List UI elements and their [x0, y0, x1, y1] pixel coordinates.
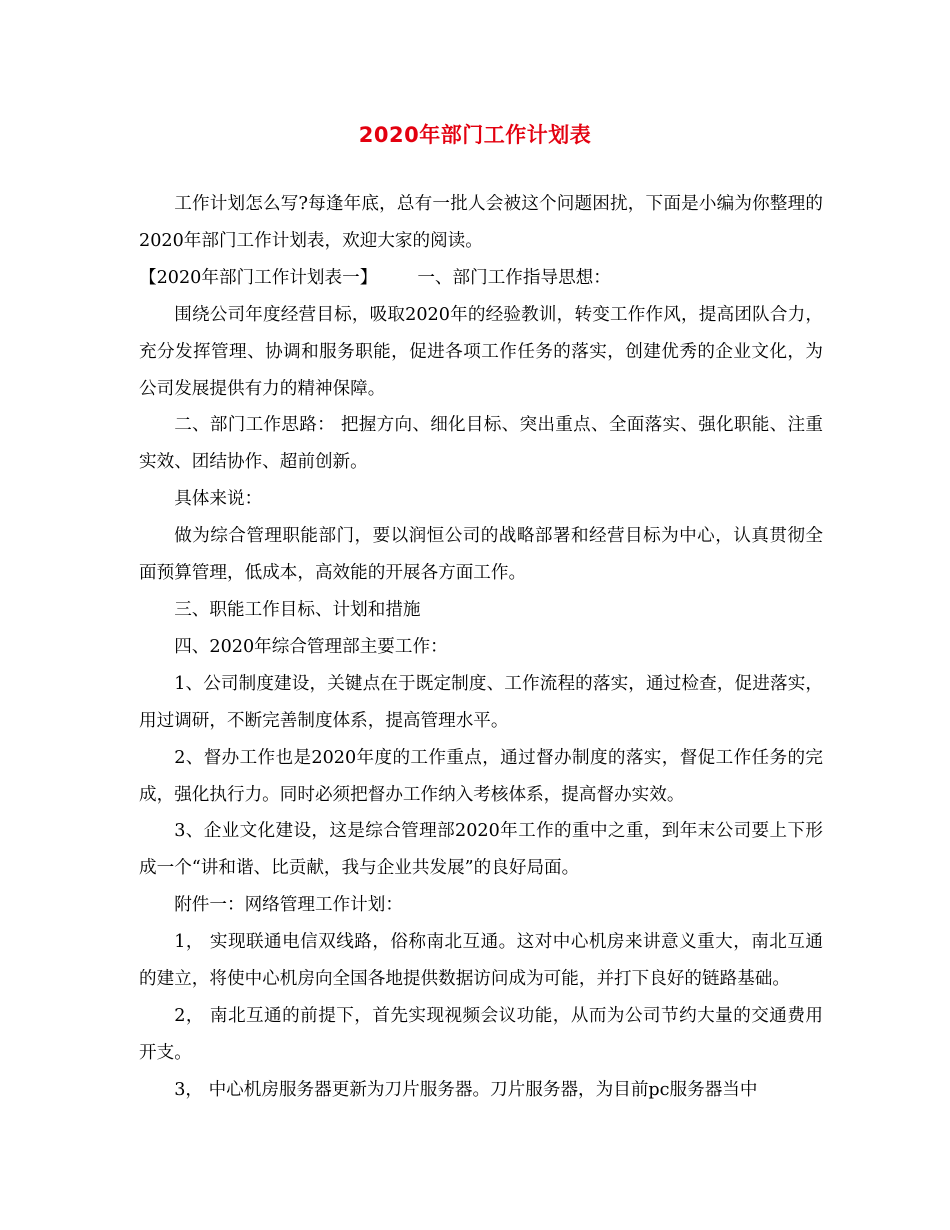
- main-work-heading: 四、2020年综合管理部主要工作：: [174, 636, 448, 657]
- appendix-item: 1， 实现联通电信双线路，俗称南北互通。这对中心机房来讲意义重大，南北互通的建立，将使中心机房向全国各地提供数据访问成为可能，并打下良好的链路基础。: [139, 932, 823, 990]
- work-item: 3、企业文化建设，这是综合管理部2020年工作的重中之重，到年末公司要上下形成一个“讲和谐、比贡献，我与企业共发展”的良好局面。: [139, 821, 823, 879]
- section-heading: 【2020年部门工作计划表一】: [139, 267, 378, 288]
- appendix-heading: 附件一：网络管理工作计划：: [174, 895, 403, 916]
- appendix-item: 3， 中心机房服务器更新为刀片服务器。刀片服务器，为目前pc服务器当中: [174, 1079, 758, 1100]
- intro-paragraph: 工作计划怎么写?每逢年底，总有一批人会被这个问题困扰，下面是小编为你整理的2020年部门工作计划表，欢迎大家的阅读。: [139, 194, 823, 251]
- appendix-item: 2， 南北互通的前提下，首先实现视频会议功能，从而为公司节约大量的交通费用开支。: [139, 1005, 823, 1063]
- work-item: 2、督办工作也是2020年度的工作重点，通过督办制度的落实，督促工作任务的完成，强化执行力。同时必须把督办工作纳入考核体系，提高督办实效。: [139, 747, 823, 805]
- guiding-paragraph: 围绕公司年度经营目标，吸取2020年的经验教训，转变工作作风，提高团队合力，充分发挥管理、协调和服务职能，促进各项工作任务的落实，创建优秀的企业文化，为公司发展提供有力的精神保障。: [139, 304, 823, 399]
- document-body: [139, 186, 823, 1109]
- specifics-label: 具体来说：: [174, 489, 263, 510]
- goals-heading: 三、职能工作目标、计划和措施: [174, 599, 421, 620]
- approach-paragraph: 二、部门工作思路： 把握方向、细化目标、突出重点、全面落实、强化职能、注重实效、团结协作、超前创新。: [139, 415, 823, 473]
- work-item: 1、公司制度建设，关键点在于既定制度、工作流程的落实，通过检查，促进落实，用过调研，不断完善制度体系，提高管理水平。: [139, 673, 823, 731]
- specifics-paragraph: 做为综合管理职能部门，要以润恒公司的战略部署和经营目标为中心，认真贯彻全面预算管理，低成本，高效能的开展各方面工作。: [139, 526, 823, 584]
- document-title: 2020年部门工作计划表: [358, 123, 592, 147]
- section-heading-line: [139, 260, 823, 297]
- guiding-heading: 一、部门工作指导思想：: [417, 267, 611, 288]
